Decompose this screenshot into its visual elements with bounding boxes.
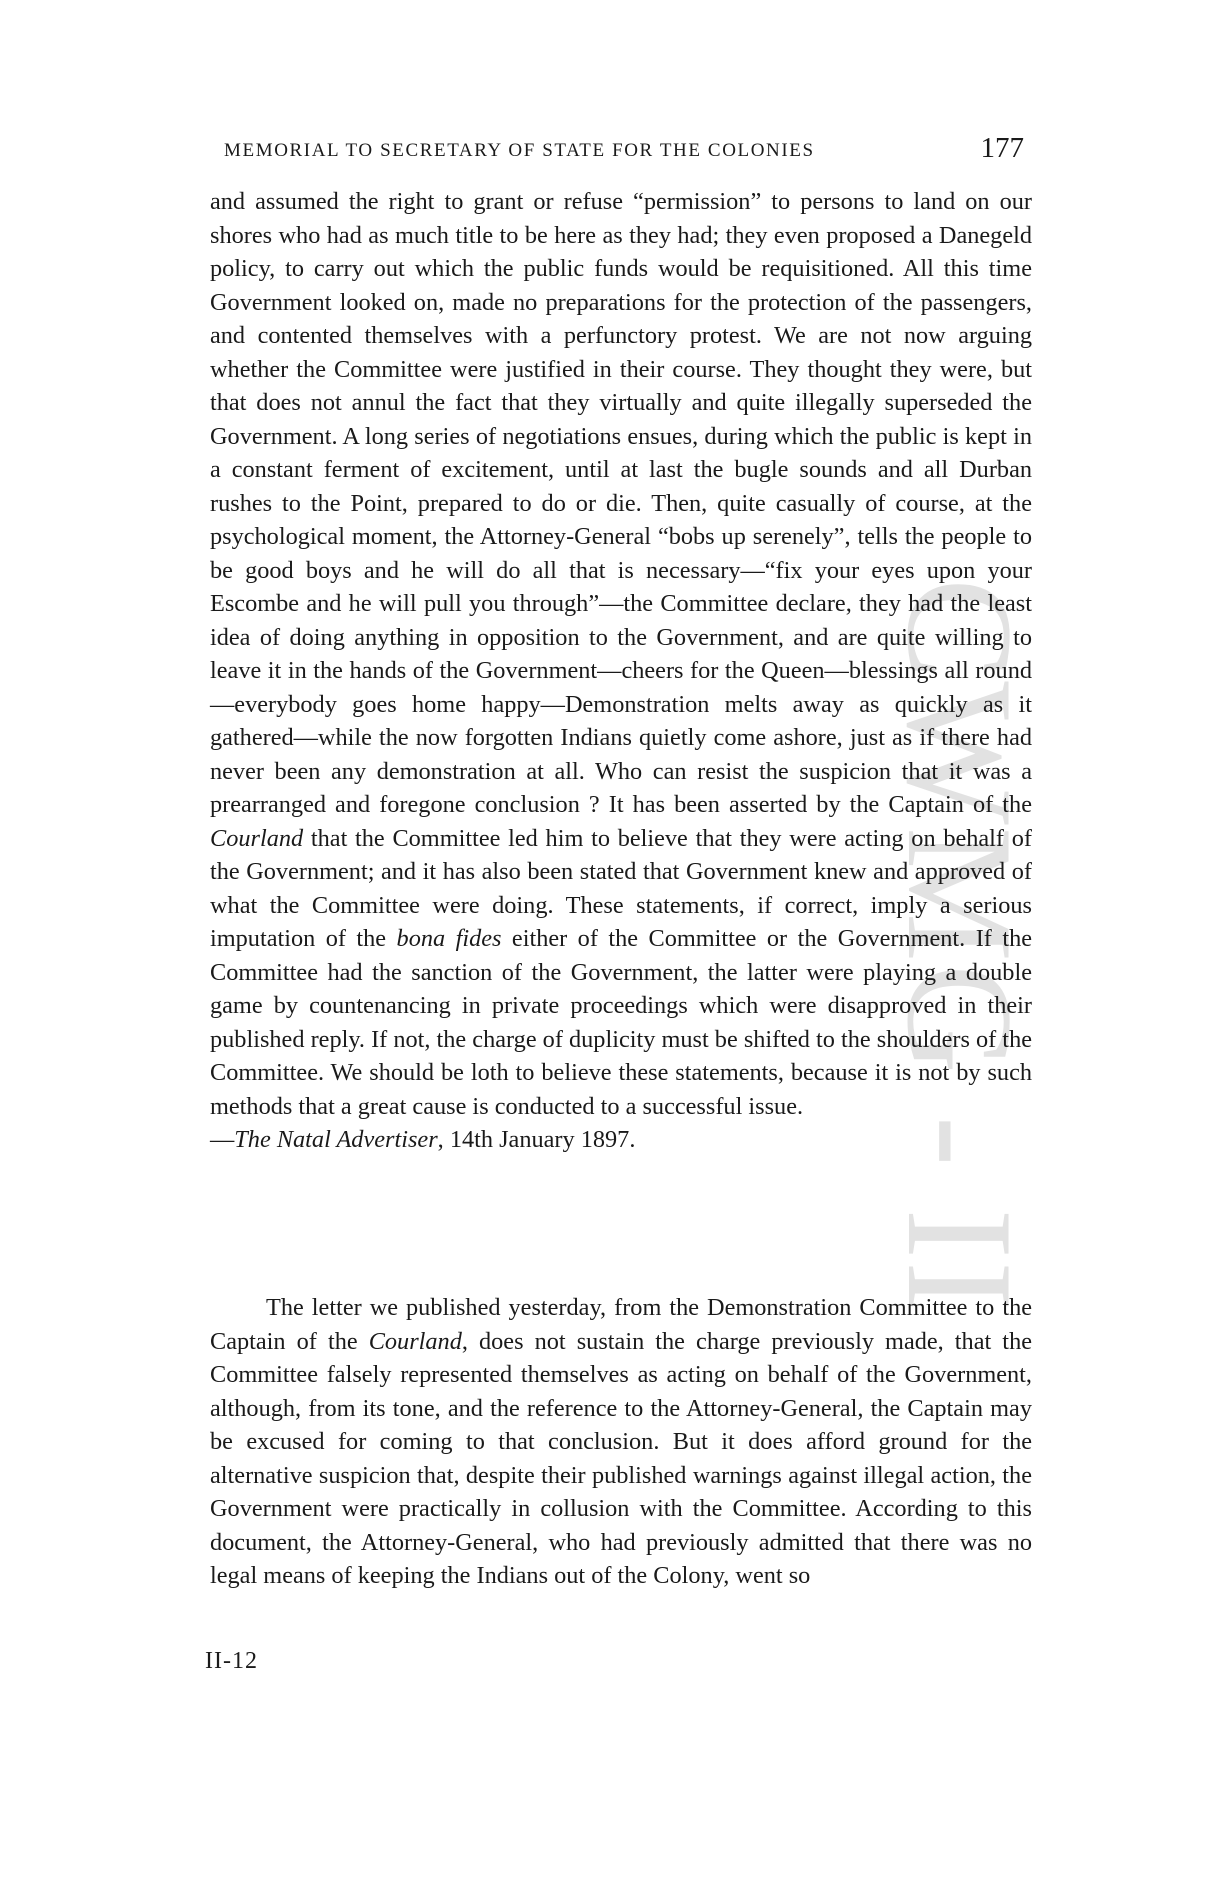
signature-mark: II-12 <box>205 1648 258 1674</box>
watermark-text: CWMG - II <box>876 578 1044 1314</box>
term-bona-fides: bona fides <box>396 925 502 952</box>
paragraph-2 <box>210 1291 1032 1593</box>
running-head <box>224 132 1024 172</box>
ship-name-courland: Courland <box>210 824 304 852</box>
second-paragraph-block <box>210 1291 1032 1617</box>
watermark <box>876 578 1044 1314</box>
paragraph-1 <box>210 185 1032 1157</box>
page-number: 177 <box>980 132 1024 164</box>
paragraph-1-part-1: and assumed the right to grant or refuse “permission” to persons to land on our shores who had as much title to be here as they had; they even proposed a Danegeld policy, to carry out which the public funds would be requisitioned. All this time Government looked on, made no preparations for the protection of the passengers, and contented themselves with a perfunctory protest. We are not now arguing whether the Committee were justified in their course. They thought they were, but that does not annul the fact that they virtually and quite illegally superseded the Government. A long series of negotiations ensues, during which the public is kept in a constant ferment of excitement, until at last the bugle sounds and all Durban rushes to the Point, prepared to do or die. Then, quite casually of course, at the psychological moment, the Attorney-General “bobs up serenely”, tells the people to be good boys and he will do all that is necessary—“fix your eyes upon your Escombe and he will pull you through”—the Committee declare, they had the least idea of doing anything in opposition to the Government, and are quite willing to leave it in the hands of the Government—cheers for the Queen—blessings all round—everybody goes home happy—Demonstration melts away as quickly as it gathered—while the now forgotten Indians quietly come ashore, just as if there had never been any demonstration at all. Who can resist the suspicion that it was a prearranged and foregone conclusion ? It has been asserted by the Captain of the <box>210 188 1032 818</box>
paragraph-1-part-3: either of the Committee or the Government. If the Committee had the sanction of the Government, the latter were playing a double game by countenancing in private proceedings which were disapproved in their published reply. If not, the charge of duplicity must be shifted to the shoulders of the Committee. We should be loth to believe these statements, because it is not by such methods that a great cause is conducted to a successful issue. <box>210 925 1032 1120</box>
source-name: The Natal Advertiser <box>234 1126 438 1153</box>
paragraph-2-part-1: The letter we published yesterday, from the Demonstration Committee to the Captain of the <box>210 1294 1032 1355</box>
ship-name-courland-2: Courland <box>368 1327 462 1355</box>
quoted-paragraph <box>210 185 1032 1157</box>
paragraph-1-part-2: that the Committee led him to believe that they were acting on behalf of the Government; and it has also been stated that Government knew and approved of what the Committee were doing. These statements, if correct, imply a serious imputation of the <box>210 824 1032 952</box>
source-date: , 14th January 1897. <box>437 1126 636 1153</box>
paragraph-2-part-2: , does not sustain the charge previously made, that the Committee falsely represented themselves as acting on behalf of the Government, although, from its tone, and the reference to the Attorney-General, the Captain may be excused for coming to that conclusion. But it does afford ground for the alternative suspicion that, despite their published warnings against illegal action, the Government were practically in collusion with the Committee. According to this document, the Attorney-General, who had previously admitted that there was no legal means of keeping the Indians out of the Colony, went so <box>210 1327 1032 1589</box>
source-dash: — <box>210 1126 235 1153</box>
running-title: MEMORIAL TO SECRETARY OF STATE FOR THE COLONIES <box>224 140 815 161</box>
